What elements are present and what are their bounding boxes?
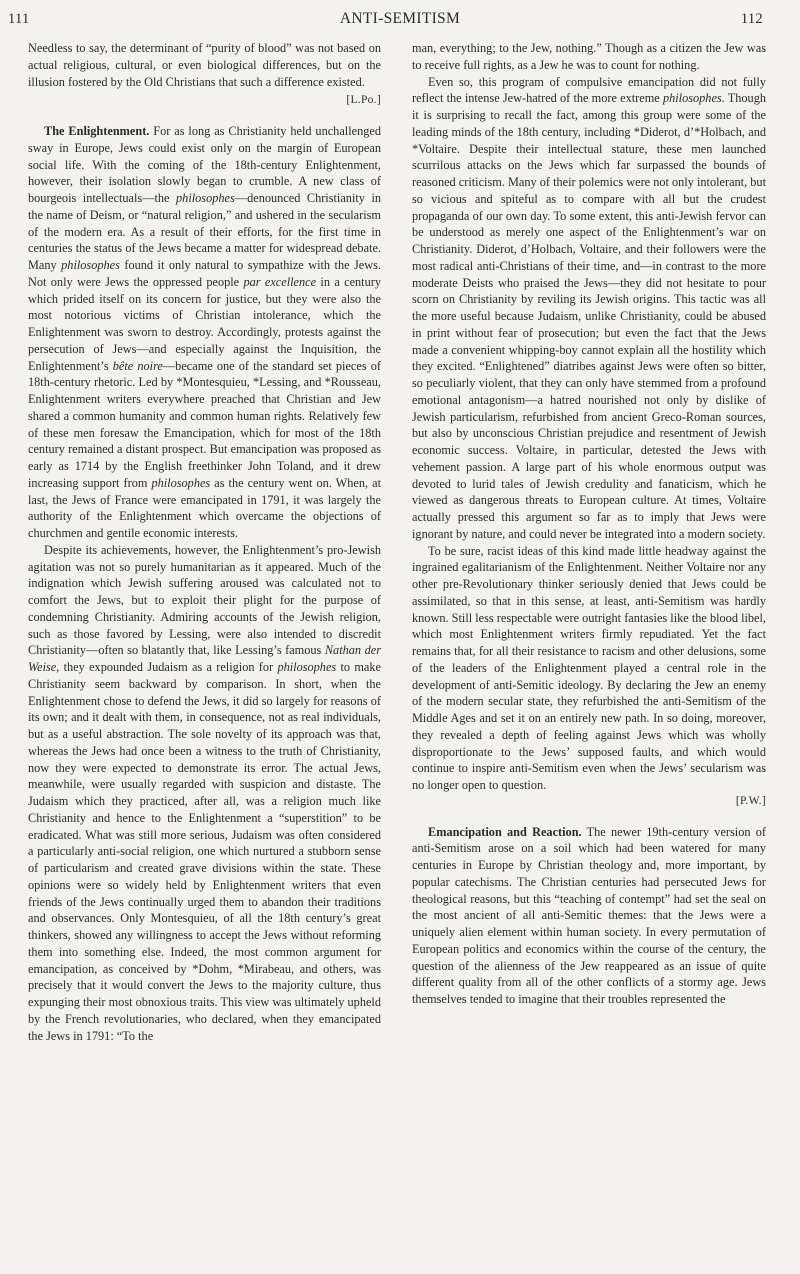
- author-signature: [L.Po.]: [346, 94, 381, 107]
- paragraph-text: —became one of the standard set pieces of 18th-century rhetoric. Led by *Montesquieu, *Lessing, and *Rousseau, Enlightenment writers everywhere preached that Christian and Jew shared a common humanity and common human rights. Relatively few of these men foresaw the Emancipation, which for most of the 18th century remained a distant prospect. But emancipation was proposed as early as 1714 by the English freethinker John Toland, and it drew increasing support from: [28, 358, 381, 490]
- paragraph: [28, 542, 381, 1045]
- paragraph-text: to make Christianity seem backward by comparison. In short, when the Enlightenment chose to defend the Jews, it did so largely for reasons of its own; and it dealt with them, in consequence, not as real individuals, but as a useful abstraction. The sole novelty of its approach was that, whereas the Jews had once been a witness to the truth of Christianity, now they were expected to demonstrate its error. The actual Jews, meanwhile, were usually regarded with suspicion and distaste. The Judaism which they practiced, after all, was a religion much like Christianity and hence to the Enlightenment a “superstition” to be eradicated. What was still more serious, Judaism was often considered a particularly anti-social religion, one which nurtured a stubborn sense of particularism and created grave divisions within the state. These opinions were so widely held by Enlightenment writers that even friends of the Jews continually urged them to abandon their traditions and observances. Only Montesquieu, of all the 18th century’s great thinkers, showed any willingness to accept the Jews without reforming them into something else. Indeed, the most common argument for emancipation, as conceived by *Dohm, *Mirabeau, and others, was precisely that it would convert the Jews to the majority culture, thus expunging their most obnoxious traits. This view was ultimately upheld by the French revolutionaries, who declared, when they emancipated the Jews in 1791: “To the: [28, 660, 381, 1043]
- paragraph-text: —denounced Christianity in the name of Deism, or “natural religion,” and ushered in the secularism of the modern era. As a result of their efforts, for the first time in centuries the status of the Jews became a matter for widespread debate. Many: [28, 191, 382, 272]
- paragraph-text: found it only natural to sympathize with the Jews. Not only were Jews the oppressed people: [28, 258, 381, 289]
- italic-term: philosophes.: [662, 91, 725, 106]
- paragraph: [412, 543, 766, 810]
- page-number-left: 111: [8, 11, 30, 27]
- left-column: [28, 40, 381, 1044]
- paragraph: [412, 824, 766, 1008]
- paragraph-text: in a century which prided itself on its concern for justice, but they were also the most notorious victims of Christian intolerance, which the Enlightenment was sworn to destroy. Accordingly, protests against the persecution of Jews—and especially against the Inquisition, the Enlightenment’s: [28, 274, 381, 373]
- paragraph: [28, 123, 381, 542]
- paragraph-text: The newer 19th-century version of anti-Semitism arose on a soil which had been watered for many centuries in Europe by Christian theology and, more important, by popular catechisms. The Christian centuries had persecuted Jews for theological reasons, but this “teaching of contempt” had set the seal on the most ancient of all anti-Semitic themes: that the Jews were a uniquely alien element within human society. In every permutation of European politics and economics within the course of the century, the question of the alienness of the Jew reappeared as an issue of quite different quality from all of the other conflicts of a stormy age. Jews themselves tended to imagine that their troubles represented the: [412, 824, 766, 1006]
- italic-term: philosophes: [176, 191, 235, 205]
- running-head: [0, 8, 800, 32]
- right-column: [412, 40, 766, 1008]
- paragraph: [412, 40, 766, 74]
- section-heading: Emancipation and Reaction.: [428, 824, 582, 839]
- paragraph-text: Despite its achievements, however, the Enlightenment’s pro-Jewish agitation was not so purely humanitarian as it appeared. Much of the indignation which Jewish suffering aroused was calculated not to comfort the Jews, but to exploit their plight for the purpose of condemning Christianity. Admiring accounts of the Jewish religion, such as those favored by Lessing, were also intended to discredit Christianity—often so blatantly that, like Lessing’s famous: [28, 542, 381, 658]
- paragraph: [28, 40, 381, 109]
- section-heading: The Enlightenment.: [44, 124, 150, 138]
- paragraph-text: as the century went on. When, at last, the Jews of France were emancipated in 1791, it was largely the authority of the Enlightenment which overcame the objections of churchmen and gentile economic interests.: [28, 475, 381, 540]
- paragraph-text: Though it is surprising to recall the fact, among this group were some of the leading minds of the 18th century, including *Diderot, d’*Holbach, and *Voltaire. Despite their intellectual stature, these men launched scurrilous attacks on the Jews which far surpassed the bounds of reasoned criticism. Many of their polemics were not only intolerant, but so vicious and spiteful as to compare with all but the crudest propaganda of our own day. To some extent, this anti-Jewish fervor can be understood as merely one aspect of the Enlightenment’s war on Christianity. Diderot, d’Holbach, Voltaire, and their followers were the most radical anti-Christians of their time, and—in contrast to the more moderate Deists who praised the Jews—they did not hesitate to pour scorn on Christianity by reviling its Jewish origins. This tactic was all the more useful because Judaism, unlike Christianity, could be abused in print without fear of prosecution; but even the fact that the Jews made a convenient whipping-boy cannot explain all the hostility which they excited. “Enlightened” diatribes against Jews were often so bitter, so peculiarly violent, that they can only have stemmed from a profound emotional antagonism—a hatred nourished not only by dislike of Jewish particularism, refurbished from ancient Greco-Roman sources, but also by unconscious Christian prejudice and resentment of Jewish economic success. Voltaire, in particular, detested the Jews with vehement passion. A large part of his whole enormous output was devoted to lurid tales of Jewish credulity and fanaticism, which he viewed as dangerous threats to European culture. At times, Voltaire actually pressed this argument so far as to imply that Jews were ignorant by nature, and could never be integrated into a modern society.: [412, 91, 766, 541]
- paragraph-text: man, everything; to the Jew, nothing.” Though as a citizen the Jew was to receive full rights, as a Jew he was to count for nothing.: [412, 41, 766, 72]
- italic-term: bête noire: [112, 358, 163, 373]
- paragraph-text: , they expounded Judaism as a religion for: [56, 660, 278, 674]
- page-number-right: 112: [740, 11, 763, 27]
- author-signature: [P.W.]: [735, 794, 766, 807]
- paragraph-text: For as long as Christianity held unchallenged sway in Europe, Jews could exist only on the margin of European social life. With the coming of the 18th-century Enlightenment, however, their isolation slowly began to crumble. A new class of bourgeois intellectuals—the: [28, 124, 381, 205]
- italic-term: philosophes: [277, 660, 337, 674]
- running-title: ANTI-SEMITISM: [339, 10, 461, 27]
- italic-term: philosophes: [61, 258, 120, 272]
- paragraph-text: Even so, this program of compulsive emancipation did not fully reflect the intense Jew-hatred of the more extreme: [412, 74, 766, 106]
- italic-term: philosophes: [151, 475, 211, 490]
- italic-term: Nathan der Weise: [28, 643, 381, 674]
- paragraph-text: To be sure, racist ideas of this kind made little headway against the ingrained egalitarianism of the Enlightenment. Neither Voltaire nor any other pre-Revolutionary thinker seriously denied that Jews could be assimilated, so that in this sense, at least, anti-Semitism was hardly known. Still less respectable were outright fantasies like the blood libel, which most Enlightenment writers firmly repudiated. Yet the fact remains that, for all their resistance to racism and other delusions, some of the leaders of the Enlightenment played a central role in the development of anti-Semitic ideology. By declaring the Jew an enemy of the modern secular state, they refurbished the anti-Semitism of the Middle Ages and set it on an entirely new path. In so doing, moreover, they revealed a depth of feeling against Jews which was wholly disproportionate to the Jews’ supposed faults, and which would continue to inspire anti-Semitism even when the Jews’ secularism was no longer open to question.: [412, 543, 766, 792]
- paragraph-text: Needless to say, the determinant of “purity of blood” was not based on actual religious, cultural, or even biological differences, but on the illusion fostered by the Old Christians that such a difference existed.: [28, 41, 381, 89]
- italic-term: par excellence: [243, 274, 317, 289]
- paragraph: [412, 74, 766, 543]
